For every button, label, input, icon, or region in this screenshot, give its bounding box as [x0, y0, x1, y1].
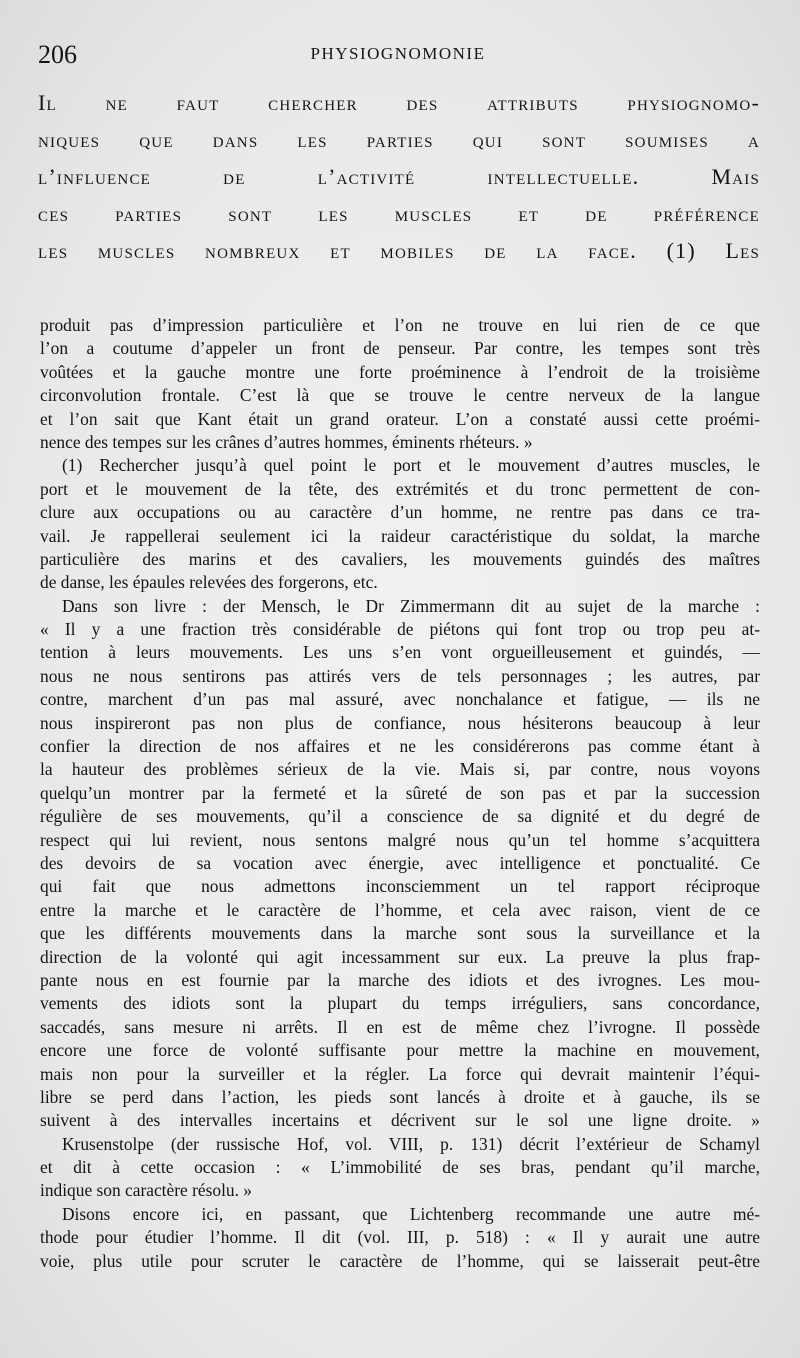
text-line: nous ne nous sentirons pas attirés vers de tels personnages ; les autres, par: [40, 665, 760, 686]
text-line: contre, marchent d’un pas mal assuré, avec nonchalance et fatigue, — ils ne: [40, 689, 760, 710]
text-line: Dans son livre : der Mensch, le Dr Zimmermann dit au sujet de la marche :: [62, 595, 760, 616]
text-line: confier la direction de nos affaires et ne les considérerons pas comme étant à: [40, 736, 760, 757]
text-line: des devoirs de sa vocation avec énergie, avec intelligence et ponctualité. Ce: [40, 852, 760, 873]
text-line: et dit à cette occasion : « L’immobilité de ses bras, pendant qu’il marche,: [40, 1157, 760, 1178]
text-line: libre se perd dans l’action, les pieds sont lancés à droite et à gauche, ils se: [40, 1086, 760, 1107]
text-line: entre la marche et le caractère de l’homme, et cela avec raison, vient de ce: [40, 899, 760, 920]
text-line: port et le mouvement de la tête, des extrémités et du tronc permettent de con-: [40, 478, 760, 499]
heading-line: les muscles nombreux et mobiles de la face. (1) Les: [38, 238, 760, 263]
text-line: Disons encore ici, en passant, que Lichtenberg recommande une autre mé-: [62, 1203, 760, 1224]
text-line: (1) Rechercher jusqu’à quel point le port et le mouvement d’autres muscles, le: [62, 455, 760, 476]
heading-line: Il ne faut chercher des attributs physiognomo-: [38, 90, 760, 115]
text-line: clure aux occupations ou au caractère d’un homme, ne rentre pas dans ce tra-: [40, 502, 760, 523]
text-line: la hauteur des problèmes sérieux de la vie. Mais si, par contre, nous voyons: [40, 759, 760, 780]
text-line: direction de la volonté qui agit incessamment sur eux. La preuve la plus frap-: [40, 946, 760, 967]
text-line: quelqu’un montrer par la fermeté et la sûreté de son pas et par la succession: [40, 782, 760, 803]
text-line: Krusenstolpe (der russische Hof, vol. VIII, p. 131) décrit l’extérieur de Schamyl: [62, 1133, 760, 1154]
text-line: et l’on sait que Kant était un grand orateur. L’on a constaté aussi cette proémi-: [40, 408, 760, 429]
text-line: encore une force de volonté suffisante pour mettre la machine en mouvement,: [40, 1040, 760, 1061]
body-text: [40, 314, 760, 1273]
text-line: de danse, les épaules relevées des forgerons, etc.: [40, 572, 378, 593]
section-heading: [38, 84, 760, 269]
text-line: suivent à des intervalles incertains et décrivent sur le sol une ligne droite. »: [40, 1110, 760, 1131]
text-line: voie, plus utile pour scruter le caractère de l’homme, qui se laisserait peut-être: [40, 1250, 760, 1271]
text-line: tention à leurs mouvements. Les uns s’en vont orgueilleusement et guindés, —: [40, 642, 760, 663]
heading-line: ces parties sont les muscles et de préférence: [38, 201, 760, 226]
text-line: particulière des marins et des cavaliers, les mouvements guindés des maîtres: [40, 548, 760, 569]
running-title: PHYSIOGNOMONIE: [310, 44, 486, 63]
text-line: qui fait que nous admettons inconsciemment un tel rapport réciproque: [40, 876, 760, 897]
text-line: saccadés, sans mesure ni arrêts. Il en est de même chez l’ivrogne. Il possède: [40, 1016, 760, 1037]
text-line: l’on a coutume d’appeler un front de penseur. Par contre, les tempes sont très: [40, 338, 760, 359]
text-line: thode pour étudier l’homme. Il dit (vol. III, p. 518) : « Il y aurait une autre: [40, 1227, 760, 1248]
text-line: circonvolution frontale. C’est là que se trouve le centre nerveux de la langue: [40, 385, 760, 406]
text-line: régulière de ses mouvements, qu’il a conscience de sa dignité et du degré de: [40, 806, 760, 827]
text-line: produit pas d’impression particulière et l’on ne trouve en lui rien de ce que: [40, 315, 760, 335]
text-line: nous inspireront pas non plus de confiance, nous hésiterons beaucoup à leur: [40, 712, 760, 733]
text-line: que les différents mouvements dans la marche sont sous la surveillance et la: [40, 923, 760, 944]
text-line: pante nous en est fournie par la marche des idiots et des ivrognes. Les mou-: [40, 969, 760, 990]
text-line: vail. Je rappellerai seulement ici la raideur caractéristique du soldat, la marche: [40, 525, 760, 546]
text-line: indique son caractère résolu. »: [40, 1180, 252, 1201]
heading-line: l’influence de l’activité intellectuelle. Mais: [38, 164, 760, 189]
text-line: vements des idiots sont la plupart du temps irréguliers, sans concordance,: [40, 993, 760, 1014]
text-line: respect qui lui revient, nous sentons malgré nous qu’un tel homme s’acquittera: [40, 829, 760, 850]
text-line: mais non pour la surveiller et la régler. La force qui devrait maintenir l’équi-: [40, 1063, 760, 1084]
heading-line: niques que dans les parties qui sont soumises a: [38, 127, 760, 152]
running-head: [38, 40, 758, 70]
text-line: « Il y a une fraction très considérable de piétons qui font trop ou trop peu at-: [40, 619, 760, 640]
page-number: 206: [38, 40, 77, 69]
text-line: nence des tempes sur les crânes d’autres hommes, éminents rhéteurs. »: [40, 431, 533, 452]
text-line: voûtées et la gauche montre une forte proéminence à l’endroit de la troisième: [40, 361, 760, 382]
